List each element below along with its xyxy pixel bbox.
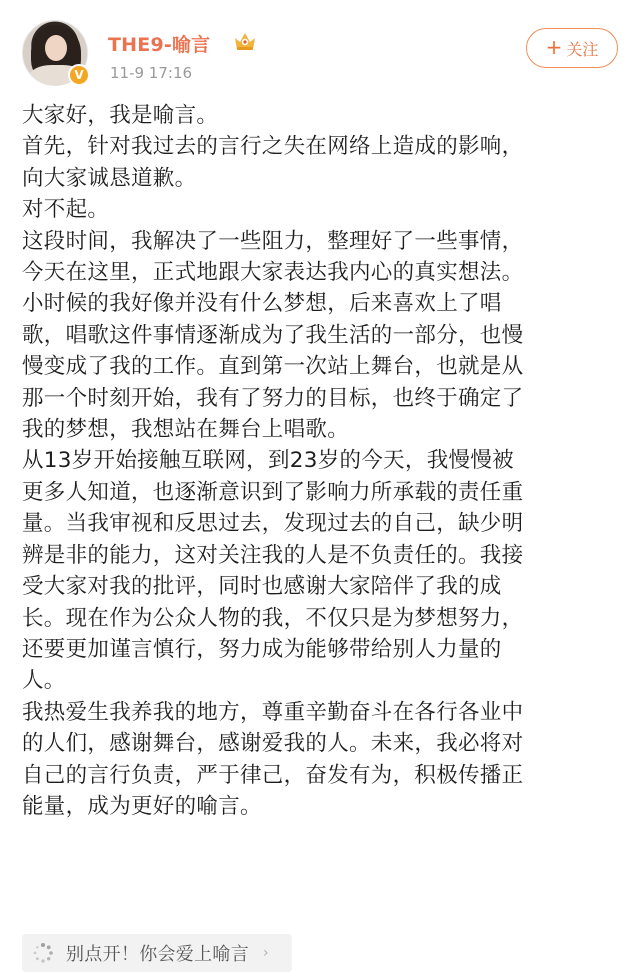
follow-label: 关注	[566, 39, 599, 59]
loading-spinner-icon	[32, 942, 54, 964]
post-text-line: 还要更加谨言慎行，努力成为能够带给别人力量的	[22, 636, 502, 662]
post-text-line: 慢变成了我的工作。直到第一次站上舞台，也就是从	[22, 354, 524, 380]
post-text-line: 的人们，感谢舞台，感谢爱我的人。未来，我必将对	[22, 731, 524, 757]
verified-badge-icon: V	[68, 64, 90, 86]
chevron-right-icon: ›	[263, 945, 269, 961]
post-header	[0, 0, 640, 96]
post-text-line: 更多人知道，也逐渐意识到了影响力所承载的责任重	[22, 479, 524, 505]
post-text-line: 向大家诚恳道歉。	[22, 165, 197, 191]
plus-icon: +	[545, 35, 563, 59]
vip-crown-icon	[233, 30, 257, 52]
post-text-line: 从13岁开始接触互联网，到23岁的今天，我慢慢被	[22, 448, 514, 474]
follow-button[interactable]	[526, 28, 618, 68]
post-text-line: 大家好，我是喻言。	[22, 103, 219, 128]
username[interactable]: THE9-喻言	[108, 34, 211, 56]
post-text-line: 我的梦想，我想站在舞台上唱歌。	[22, 417, 350, 443]
post-text-line: 那一个时刻开始，我有了努力的目标，也终于确定了	[22, 385, 524, 411]
post-text-line: 我热爱生我养我的地方，尊重辛勤奋斗在各行各业中	[22, 699, 524, 725]
post-time: 11-9 17:16	[110, 64, 193, 82]
post-text-line: 长。现在作为公众人物的我，不仅只是为梦想努力，	[22, 605, 524, 631]
post-text-line: 量。当我审视和反思过去，发现过去的自己，缺少明	[22, 511, 524, 537]
post-text-line: 对不起。	[22, 197, 110, 223]
post-text-line: 自己的言行负责，严于律己，奋发有为，积极传播正	[22, 762, 524, 788]
post-text-line: 首先，针对我过去的言行之失在网络上造成的影响，	[22, 134, 524, 160]
post-text-line: 受大家对我的批评，同时也感谢大家陪伴了我的成	[22, 574, 502, 600]
post-text-line: 小时候的我好像并没有什么梦想，后来喜欢上了唱	[22, 291, 502, 317]
post-text-line: 这段时间，我解决了一些阻力，整理好了一些事情，	[22, 228, 524, 254]
post-text-line: 能量，成为更好的喻言。	[22, 793, 262, 819]
topic-label: 别点开！你会爱上喻言	[66, 944, 249, 965]
post-text-line: 歌，唱歌这件事情逐渐成为了我生活的一部分，也慢	[22, 322, 524, 348]
post-body	[22, 100, 618, 822]
post-text-line: 人。	[22, 668, 66, 694]
topic-tag[interactable]	[22, 934, 292, 972]
post-text-line: 辨是非的能力，这对关注我的人是不负责任的。我接	[22, 542, 524, 568]
post-text-line: 今天在这里，正式地跟大家表达我内心的真实想法。	[22, 260, 524, 286]
